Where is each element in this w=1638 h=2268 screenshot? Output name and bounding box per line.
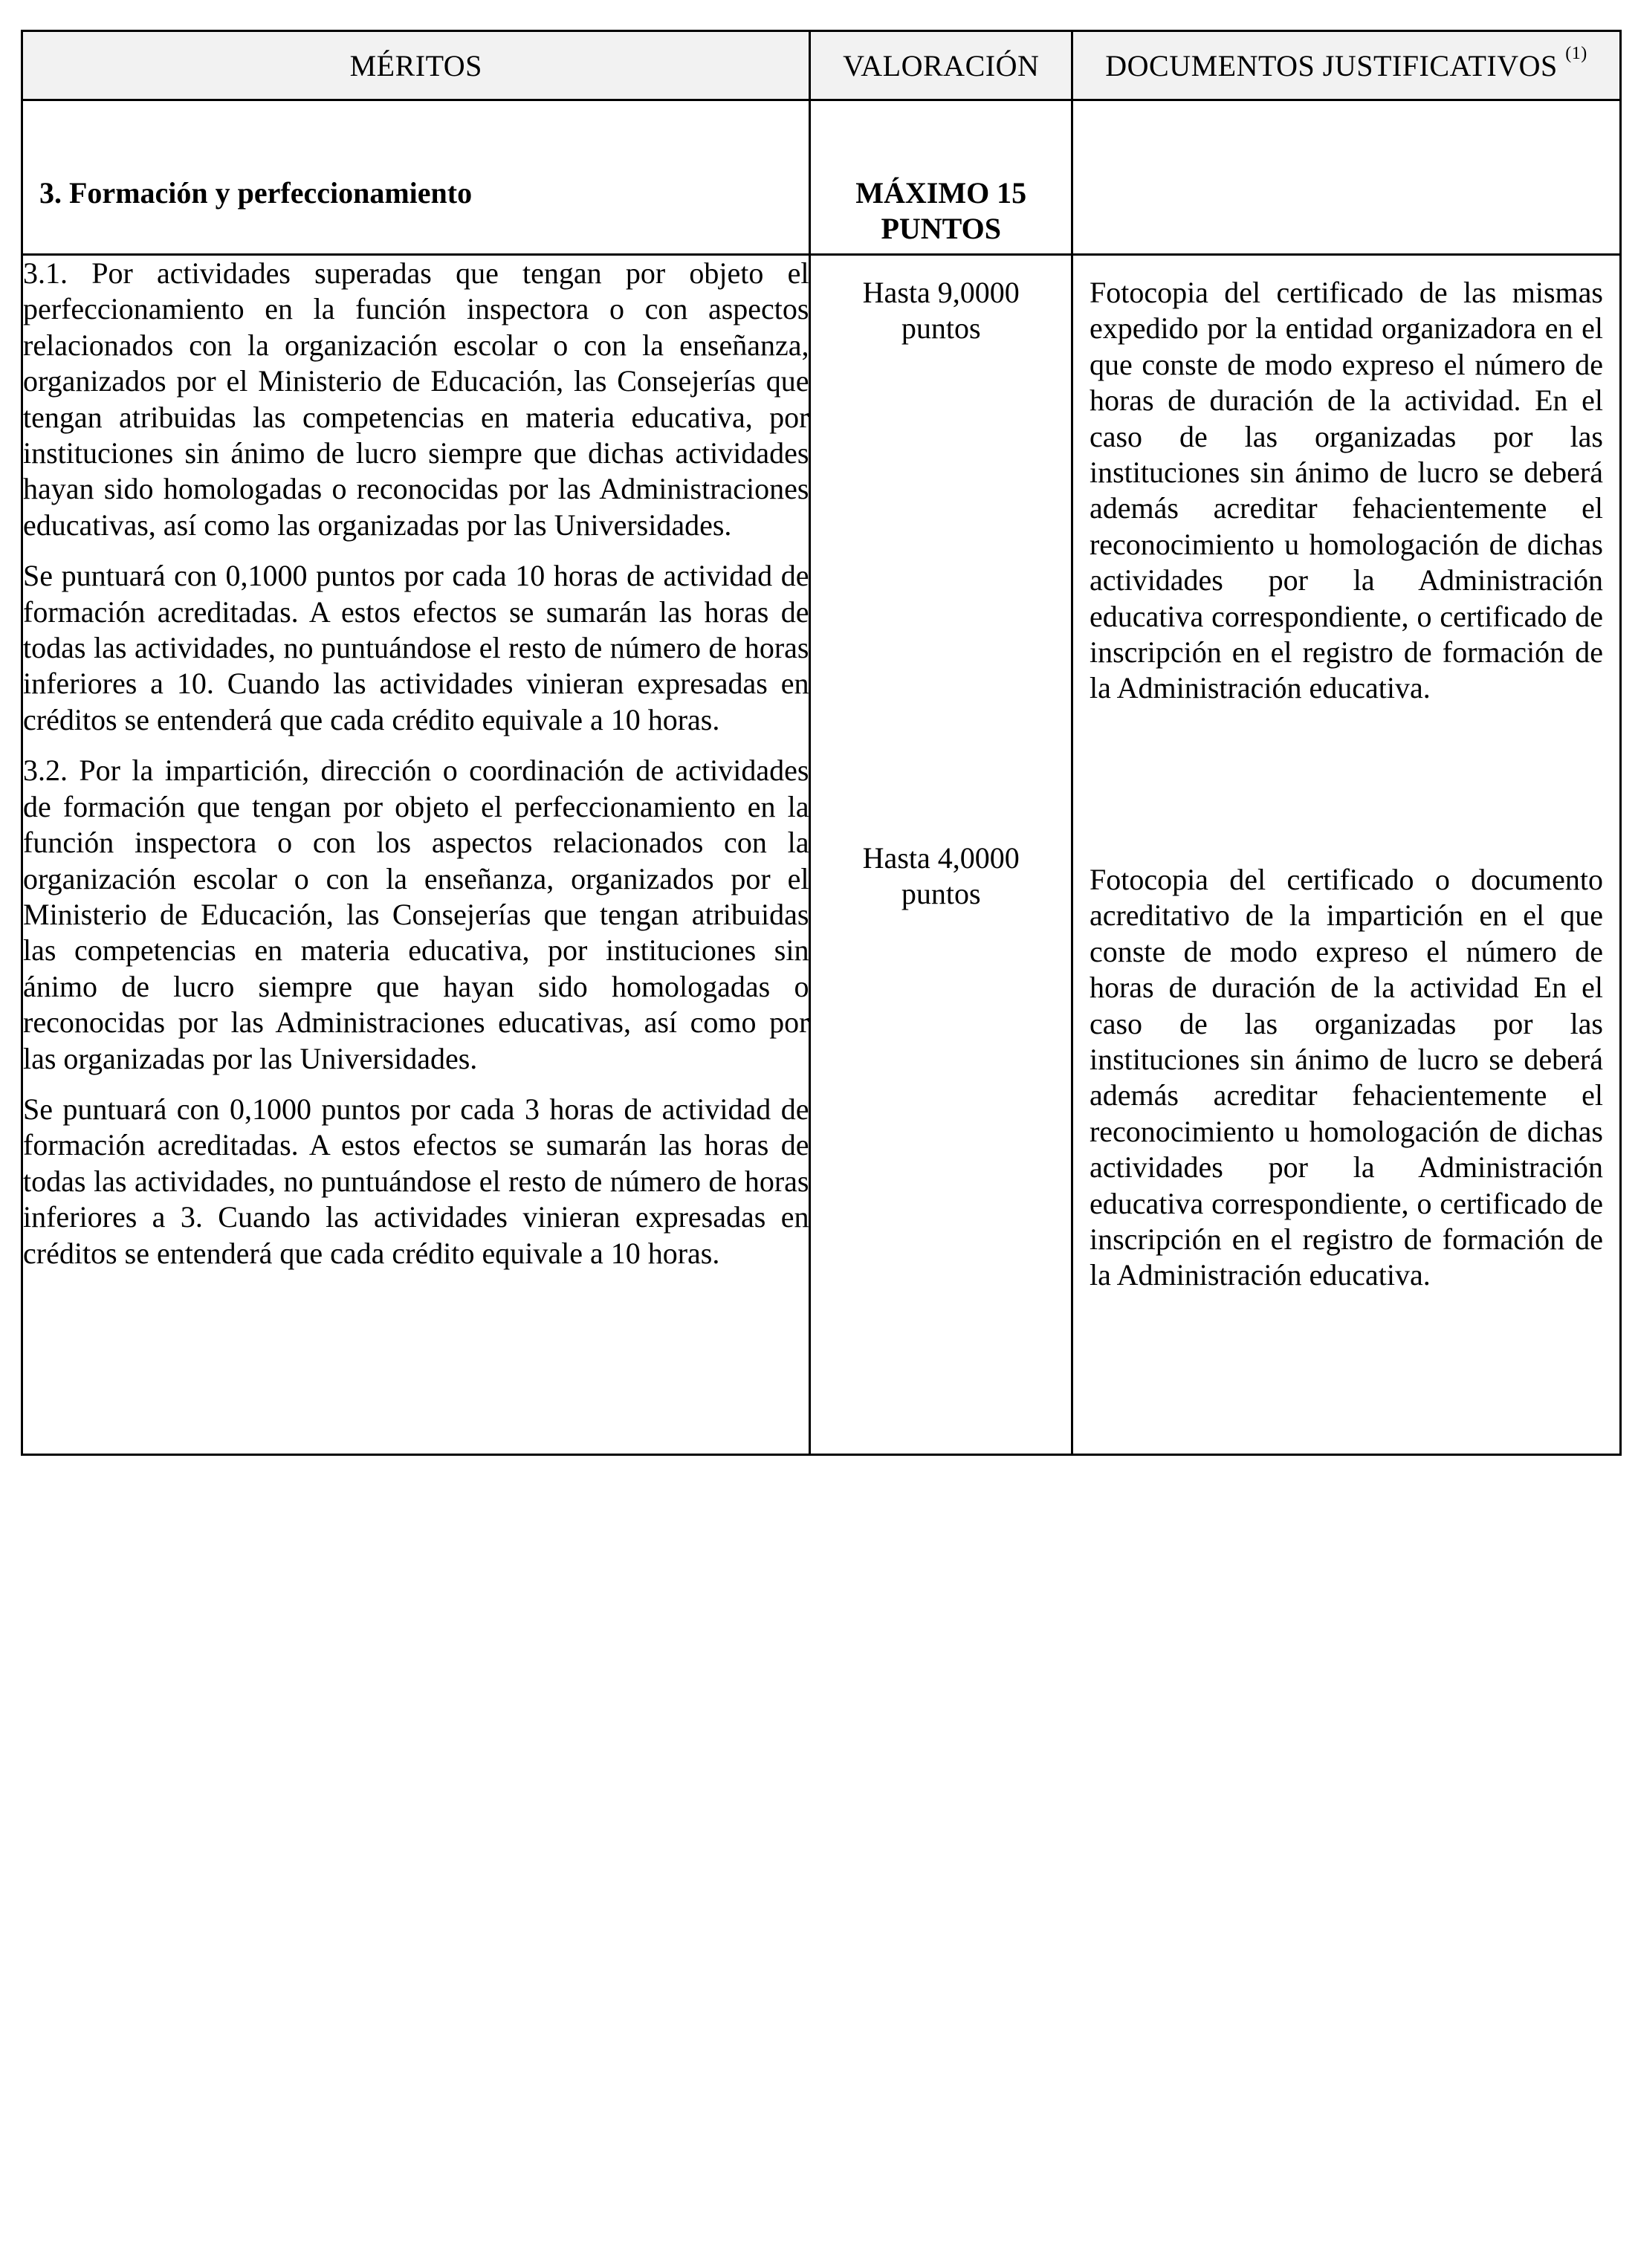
item-3-2-scoring: Se puntuará con 0,1000 puntos por cada 3 horas de actividad de formación acreditadas. A estos efectos se sumarán las horas de todas las actividades, no puntuándose el resto de número de horas inferiores a 3. Cuando las actividades vinieran expresadas en créditos se entenderá que cada crédito equivale a 10 horas.: [23, 1092, 809, 1270]
merits-table: [21, 30, 1622, 1456]
item-3-2-documents: Fotocopia del certificado o documento acreditativo de la impartición en el que conste de modo expreso el número de horas de duración de la actividad En el caso de las organizadas por las instituciones sin ánimo de lucro se deberá además acreditar fehacientemente el reconocimiento u homologación de dichas actividades por la Administración educativa correspondiente, o certificado de inscripción en el registro de formación de la Administración educativa.: [1089, 863, 1603, 1292]
footnote-marker: (1): [1565, 43, 1587, 63]
section-docs-cell: [1072, 100, 1620, 255]
section-row: [22, 100, 1621, 255]
item-3-1-documents: Fotocopia del certificado de las mismas expedido por la entidad organizadora en el que conste de modo expreso el número de horas de duración de la actividad. En el caso de las organizadas por las instituciones sin ánimo de lucro se deberá además acreditar fehacientemente el reconocimiento u homologación de dichas actividades por la Administración educativa correspondiente, o certificado de inscripción en el registro de formación de la Administración educativa.: [1089, 276, 1603, 705]
section-max-cell: [810, 100, 1072, 255]
valuation-cell: [810, 255, 1072, 1455]
header-meritos: MÉRITOS: [22, 31, 810, 100]
section-max-points: MÁXIMO 15 PUNTOS: [855, 176, 1027, 245]
documents-cell: [1072, 255, 1620, 1455]
section-title-cell: [22, 100, 810, 255]
item-3-1-scoring: Se puntuará con 0,1000 puntos por cada 10 horas de actividad de formación acreditadas. A estos efectos se sumarán las horas de todas las actividades, no puntuándose el resto de número de horas inferiores a 10. Cuando las actividades vinieran expresadas en créditos se entenderá que cada crédito equivale a 10 horas.: [23, 559, 809, 736]
item-3-1-description: 3.1. Por actividades superadas que tengan por objeto el perfeccionamiento en la función inspectora o con aspectos relacionados con la organización escolar o con la enseñanza, organizados por el Ministerio de Educación, las Consejerías que tengan atribuidas las competencias en materia educativa, por instituciones sin ánimo de lucro siempre que dichas actividades hayan sido homologadas o reconocidas por las Administraciones educativas, así como las organizadas por las Universidades.: [23, 256, 809, 542]
item-3-2-description: 3.2. Por la impartición, dirección o coordinación de actividades de formación que tengan por objeto el perfeccionamiento en la función inspectora o con los aspectos relacionados con la organización escolar o con la enseñanza, organizados por el Ministerio de Educación, las Consejerías que tengan atribuidas las competencias en materia educativa, por instituciones sin ánimo de lucro siempre que hayan sido homologadas o reconocidas por las Administraciones educativas, así como por las organizadas por las Universidades.: [23, 754, 809, 1075]
merits-cell: [22, 255, 810, 1455]
header-documentos: DOCUMENTOS JUSTIFICATIVOS $^{(1)}$: [1072, 31, 1620, 100]
table-header-row: [22, 31, 1621, 100]
header-valoracion: VALORACIÓN: [810, 31, 1072, 100]
section-title: 3. Formación y perfeccionamiento: [39, 176, 473, 210]
item-3-1-value: Hasta 9,0000 puntos: [862, 276, 1020, 345]
content-row: [22, 255, 1621, 1455]
item-3-2-value: Hasta 4,0000 puntos: [862, 841, 1020, 910]
